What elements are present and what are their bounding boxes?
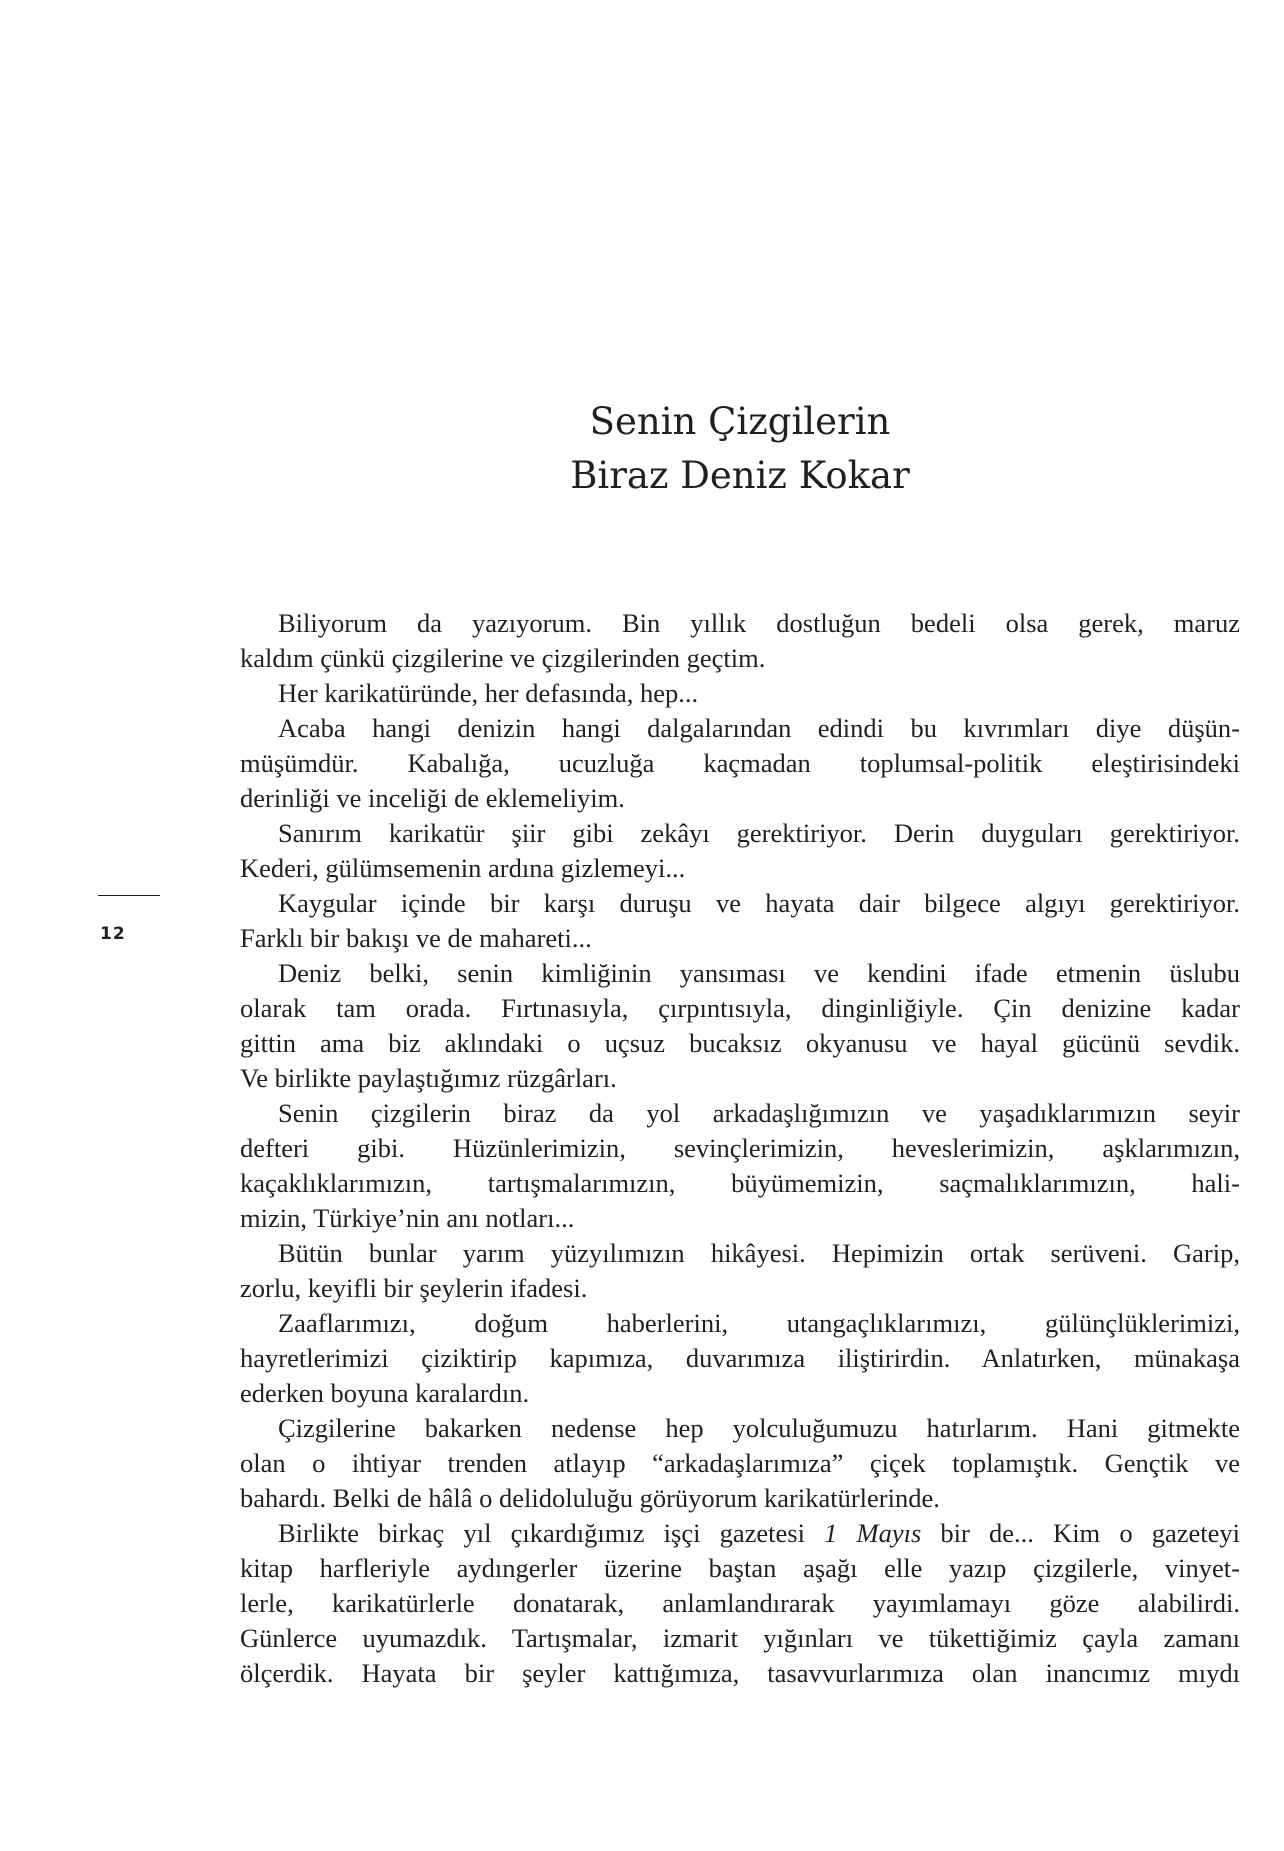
text-segment: Birlikte birkaç yıl çıkardığımız işçi gazetesi [278, 1518, 825, 1548]
text-line: gittin ama biz aklındaki o uçsuz bucaksız okyanusu ve hayal gücünü sevdik. [240, 1028, 1240, 1058]
text-line: olarak tam orada. Fırtınasıyla, çırpıntısıyla, dinginliğiyle. Çin denizine kadar [240, 993, 1240, 1023]
text-line: ölçerdik. Hayata bir şeyler kattığımıza, tasavvurlarımıza olan inancımız mıydı [240, 1658, 1240, 1688]
text-line: Çizgilerine bakarken nedense hep yolculuğumuzu hatırlarım. Hani gitmekte [278, 1413, 1240, 1443]
text-line: ederken boyuna karalardın. [240, 1378, 530, 1408]
text-segment: bir de... Kim o gazeteyi [921, 1518, 1240, 1548]
chapter-title-line-2: Biraz Deniz Kokar [570, 454, 910, 497]
text-line: Ve birlikte paylaştığımız rüzgârları. [240, 1063, 617, 1093]
text-line: derinliği ve inceliği de eklemeliyim. [240, 783, 625, 813]
text-line: Günlerce uyumazdık. Tartışmalar, izmarit yığınları ve tükettiğimiz çayla zamanı [240, 1623, 1240, 1653]
text-line: hayretlerimizi çiziktirip kapımıza, duvarımıza iliştirirdin. Anlatırken, münakaşa [240, 1343, 1240, 1373]
text-line-with-italic [240, 1516, 1240, 1551]
text-line: Kaygular içinde bir karşı duruşu ve hayata dair bilgece algıyı gerektiriyor. [278, 888, 1240, 918]
text-line: kaçaklıklarımızın, tartışmalarımızın, büyümemizin, saçmalıklarımızın, hali- [240, 1168, 1240, 1198]
text-line: olan o ihtiyar trenden atlayıp “arkadaşlarımıza” çiçek toplamıştık. Gençtik ve [240, 1448, 1240, 1478]
text-line: Kederi, gülümsemenin ardına gizlemeyi... [240, 853, 686, 883]
text-line: Senin çizgilerin biraz da yol arkadaşlığımızın ve yaşadıklarımızın seyir [278, 1098, 1240, 1128]
text-line: Deniz belki, senin kimliğinin yansıması ve kendini ifade etmenin üslubu [278, 958, 1240, 988]
text-line: kaldım çünkü çizgilerine ve çizgilerinden geçtim. [240, 643, 766, 673]
page-number: 12 [100, 924, 126, 944]
text-line: Zaaflarımızı, doğum haberlerini, utangaçlıklarımızı, gülünçlüklerimizi, [278, 1308, 1240, 1338]
margin-rule [98, 895, 160, 896]
text-line: Her karikatüründe, her defasında, hep... [278, 678, 699, 708]
body-text [240, 606, 1240, 1691]
text-line: Bütün bunlar yarım yüzyılımızın hikâyesi. Hepimizin ortak serüveni. Garip, [278, 1238, 1240, 1268]
chapter-title [240, 395, 1240, 503]
text-line: bahardı. Belki de hâlâ o delidoluluğu görüyorum karikatürlerinde. [240, 1483, 940, 1513]
text-line: Biliyorum da yazıyorum. Bin yıllık dostluğun bedeli olsa gerek, maruz [278, 608, 1240, 638]
text-line: müşümdür. Kabalığa, ucuzluğa kaçmadan toplumsal-politik eleştirisindeki [240, 748, 1240, 778]
text-line: mizin, Türkiye’nin anı notları... [240, 1203, 575, 1233]
text-line: zorlu, keyifli bir şeylerin ifadesi. [240, 1273, 588, 1303]
text-line: Farklı bir bakışı ve de mahareti... [240, 923, 592, 953]
chapter-title-line-1: Senin Çizgilerin [589, 400, 891, 443]
text-line: defteri gibi. Hüzünlerimizin, sevinçlerimizin, heveslerimizin, aşklarımızın, [240, 1133, 1240, 1163]
text-line: kitap harfleriyle aydıngerler üzerine baştan aşağı elle yazıp çizgilerle, vinyet- [240, 1553, 1240, 1583]
text-line: Sanırım karikatür şiir gibi zekâyı gerektiriyor. Derin duyguları gerektiriyor. [278, 818, 1240, 848]
newspaper-title: 1 Mayıs [824, 1518, 922, 1548]
text-line: lerle, karikatürlerle donatarak, anlamlandırarak yayımlamayı göze alabilirdi. [240, 1588, 1240, 1618]
text-line: Acaba hangi denizin hangi dalgalarından edindi bu kıvrımları diye düşün- [278, 713, 1240, 743]
